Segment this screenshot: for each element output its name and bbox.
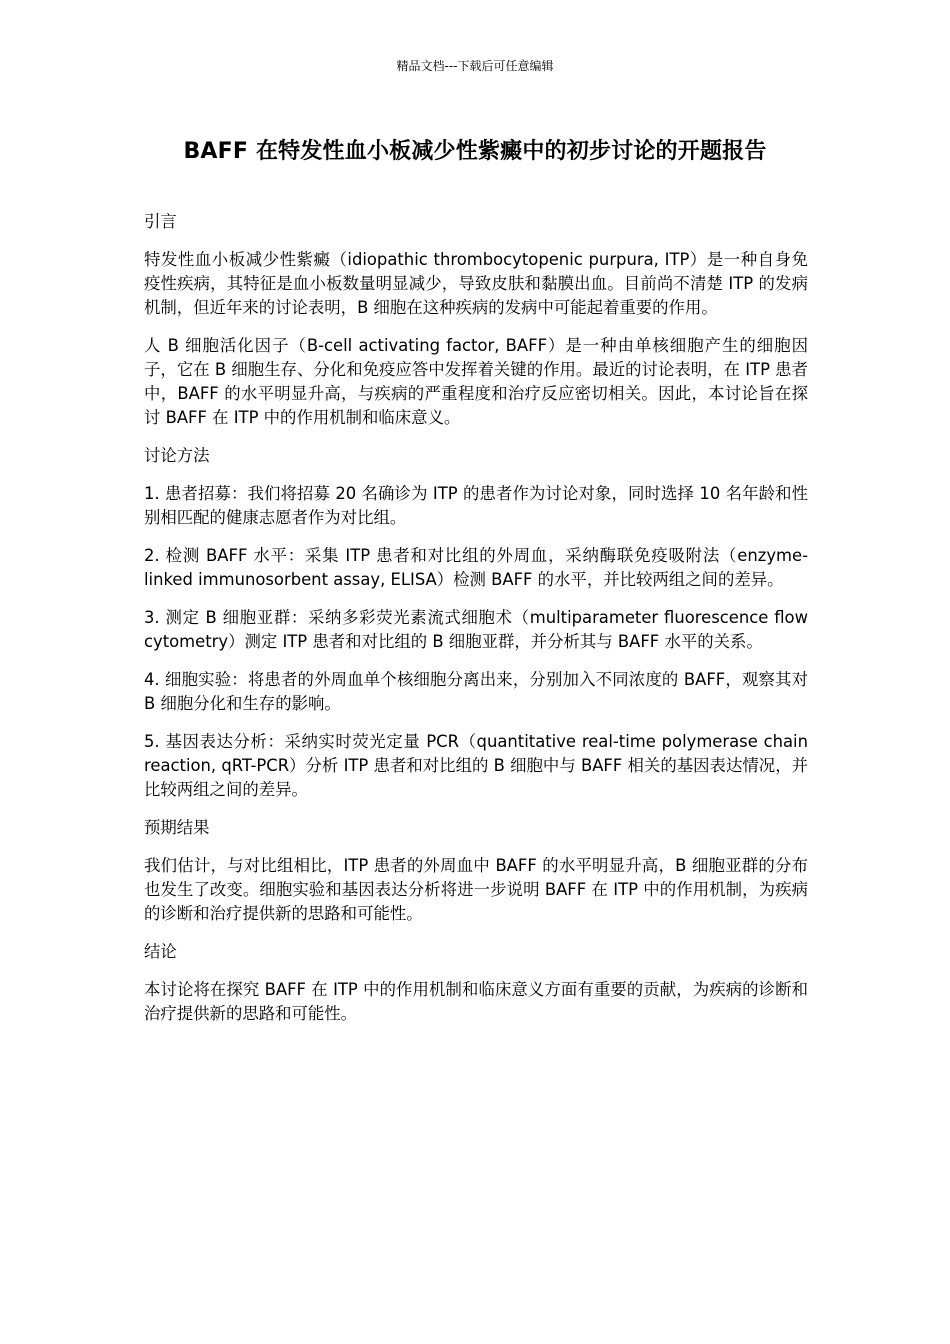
section-heading-results: 预期结果 <box>144 818 210 837</box>
conclusion-paragraph: 本讨论将在探究 BAFF 在 ITP 中的作用机制和临床意义方面有重要的贡献，为疾病的诊断和治疗提供新的思路和可能性。 <box>144 980 808 1023</box>
method-item-5: 5. 基因表达分析：采纳实时荧光定量 PCR（quantitative real-time polymerase chain reaction, qRT-PCR）分析 ITP 患者和对比组的 B 细胞中与 BAFF 相关的基因表达情况，并比较两组之间的差异。 <box>144 732 808 799</box>
section-heading-intro: 引言 <box>144 212 177 231</box>
document-body <box>144 210 808 1040</box>
section-heading-conclusion: 结论 <box>144 942 177 961</box>
method-item-2: 2. 检测 BAFF 水平：采集 ITP 患者和对比组的外周血，采纳酶联免疫吸附法（enzyme-linked immunosorbent assay, ELISA）检测 BAFF 的水平，并比较两组之间的差异。 <box>144 546 808 589</box>
results-paragraph: 我们估计，与对比组相比，ITP 患者的外周血中 BAFF 的水平明显升高，B 细胞亚群的分布也发生了改变。细胞实验和基因表达分析将进一步说明 BAFF 在 ITP 中的作用机制，为疾病的诊断和治疗提供新的思路和可能性。 <box>144 856 808 923</box>
method-item-4: 4. 细胞实验：将患者的外周血单个核细胞分离出来，分别加入不同浓度的 BAFF，观察其对 B 细胞分化和生存的影响。 <box>144 670 808 713</box>
section-heading-methods: 讨论方法 <box>144 446 210 465</box>
method-item-3: 3. 测定 B 细胞亚群：采纳多彩荧光素流式细胞术（multiparameter fluorescence flow cytometry）测定 ITP 患者和对比组的 B 细胞亚群，并分析其与 BAFF 水平的关系。 <box>144 608 808 651</box>
intro-paragraph-2: 人 B 细胞活化因子（B-cell activating factor, BAFF）是一种由单核细胞产生的细胞因子，它在 B 细胞生存、分化和免疫应答中发挥着关键的作用。最近的讨论表明，在 ITP 患者中，BAFF 的水平明显升高，与疾病的严重程度和治疗反应密切相关。因此，本讨论旨在探讨 BAFF 在 ITP 中的作用机制和临床意义。 <box>144 336 808 427</box>
method-item-1: 1. 患者招募：我们将招募 20 名确诊为 ITP 的患者作为讨论对象，同时选择 10 名年龄和性别相匹配的健康志愿者作为对比组。 <box>144 484 808 527</box>
document-title: BAFF 在特发性血小板减少性紫癜中的初步讨论的开题报告 <box>183 139 767 164</box>
intro-paragraph-1: 特发性血小板减少性紫癜（idiopathic thrombocytopenic purpura, ITP）是一种自身免疫性疾病，其特征是血小板数量明显减少，导致皮肤和黏膜出血。目前尚不清楚 ITP 的发病机制，但近年来的讨论表明，B 细胞在这种疾病的发病中可能起着重要的作用。 <box>144 250 808 317</box>
page-header: 精品文档---下载后可任意编辑 <box>396 59 554 73</box>
